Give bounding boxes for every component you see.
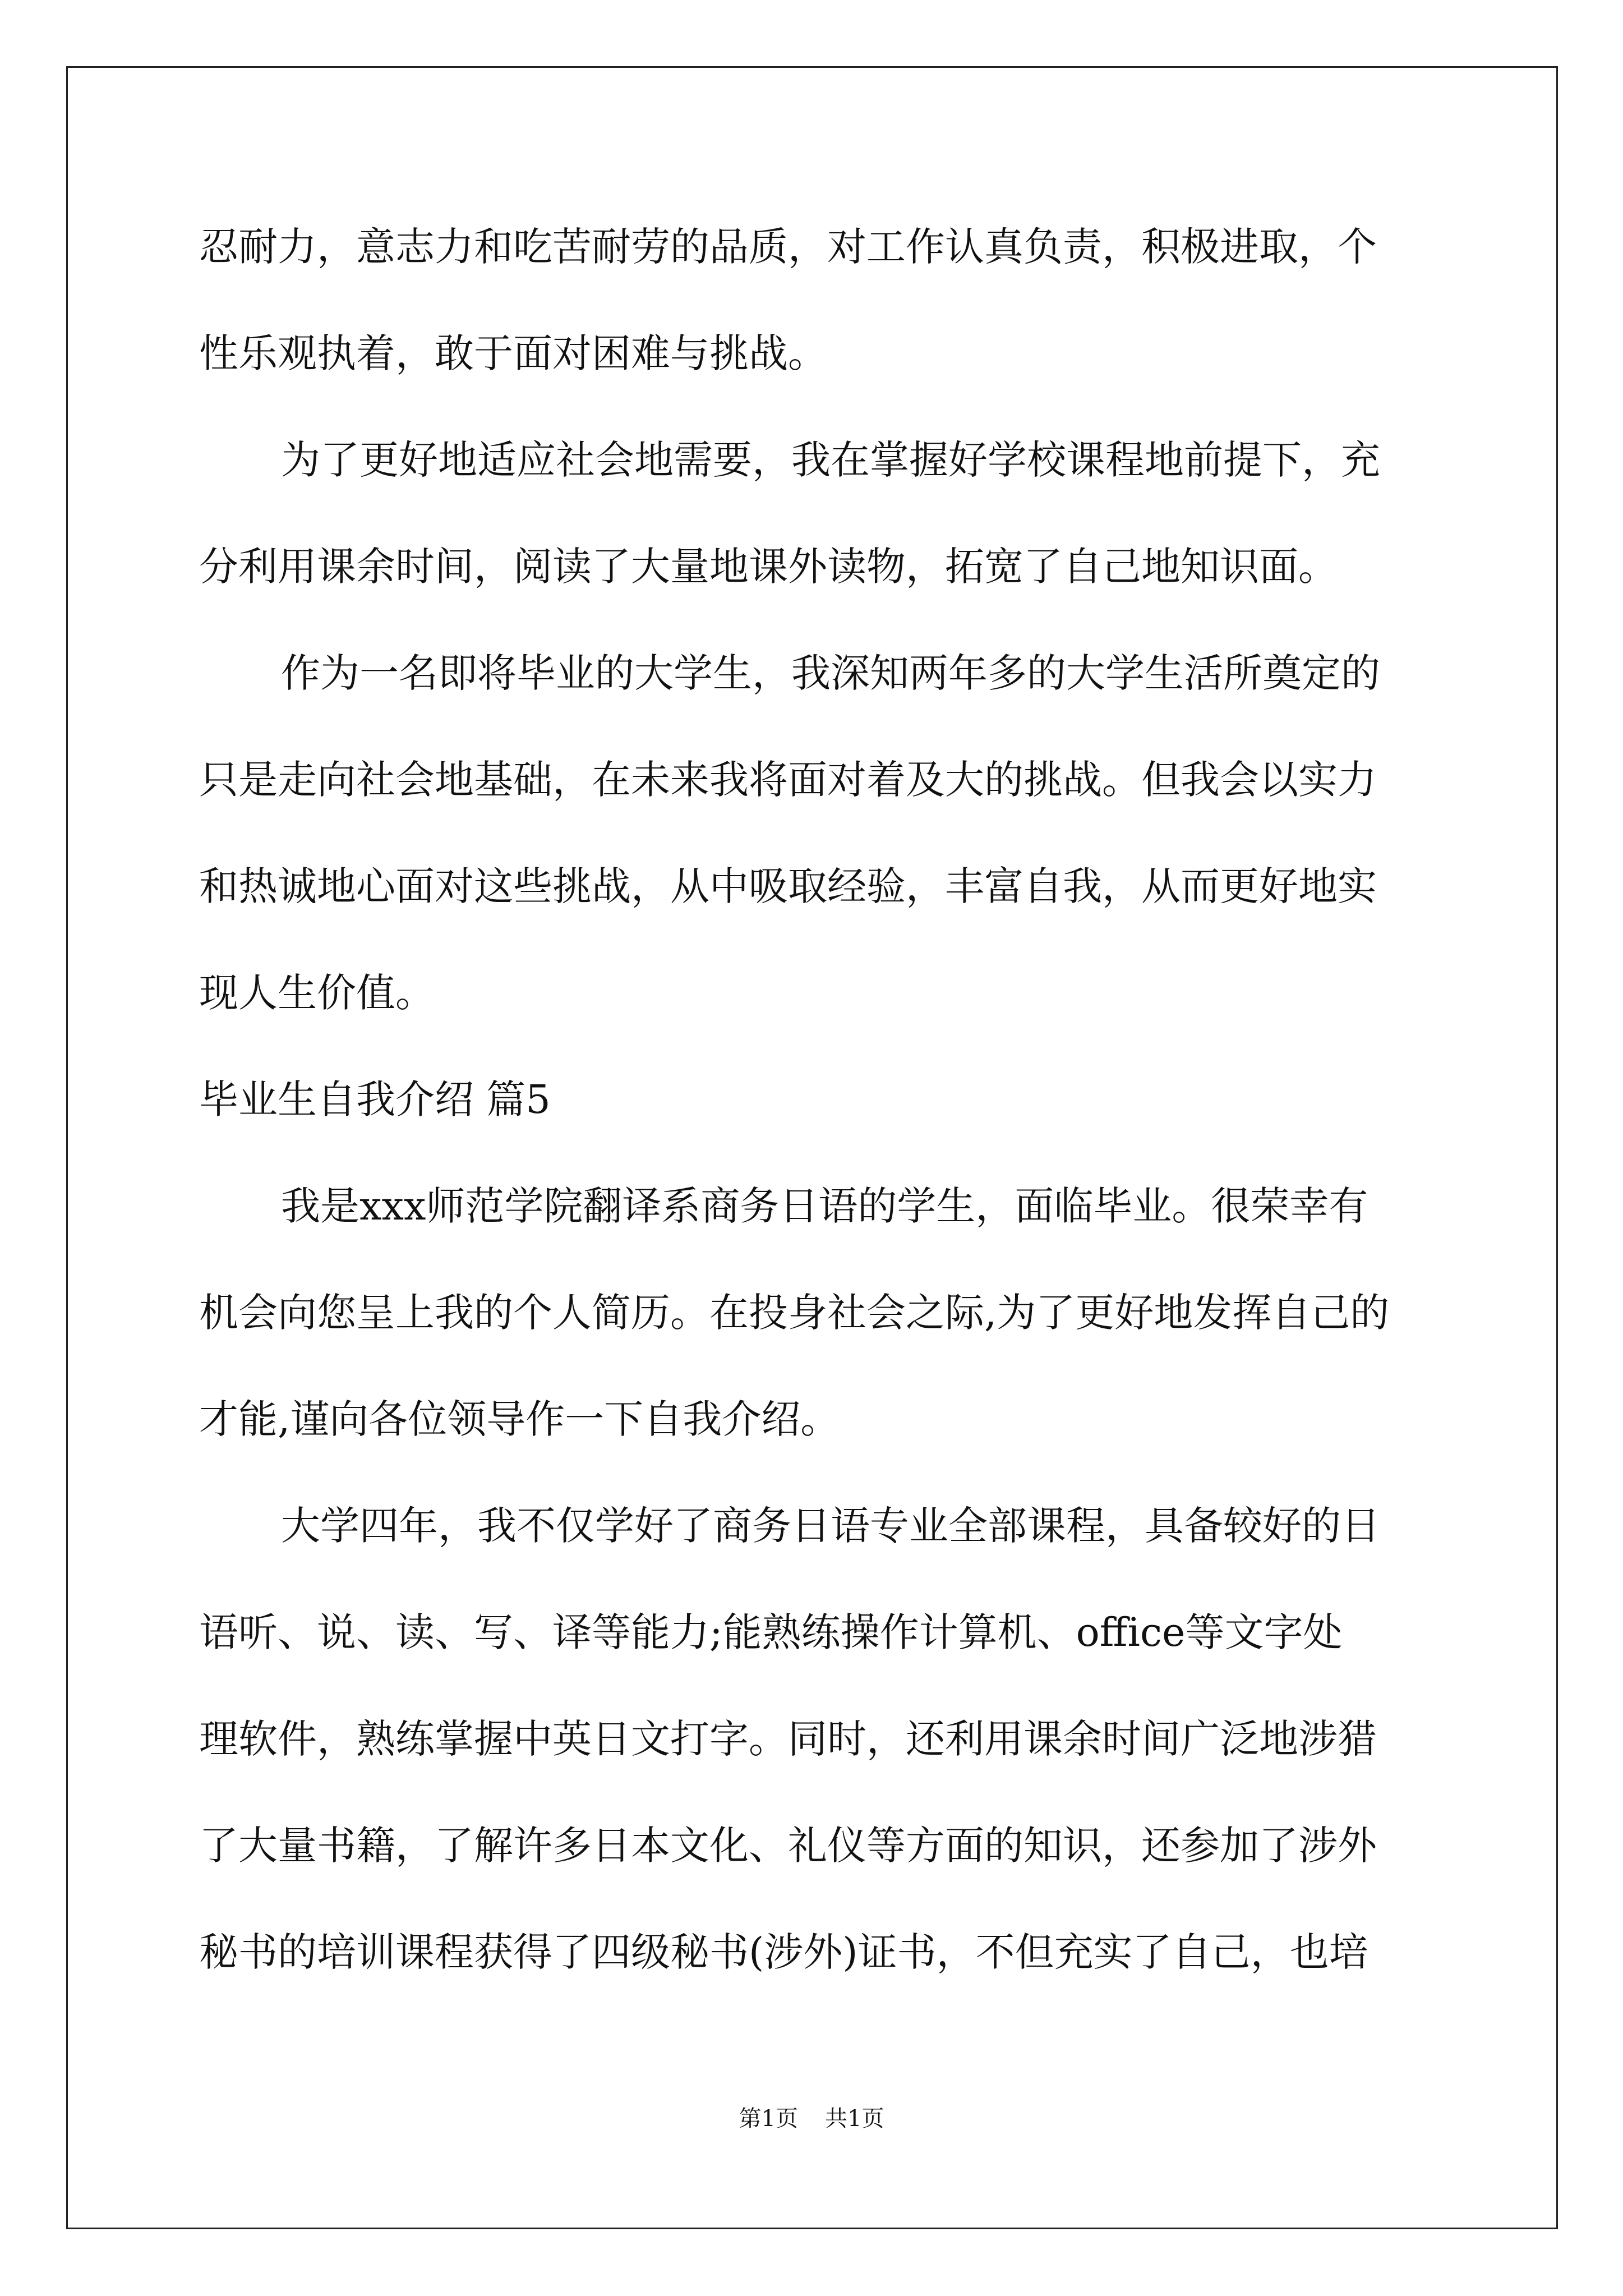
paragraph-line: 大学四年，我不仅学好了商务日语专业全部课程，具备较好的日 <box>281 1503 1380 1549</box>
paragraph-line: 了大量书籍，了解许多日本文化、礼仪等方面的知识，还参加了涉外 <box>199 1823 1377 1869</box>
page-footer <box>0 2101 1623 2133</box>
paragraph-line: 语听、说、读、写、译等能力;能熟练操作计算机、office等文字处 <box>199 1609 1343 1655</box>
paragraph-line: 我是xxx师范学院翻译系商务日语的学生，面临毕业。很荣幸有 <box>281 1183 1368 1229</box>
paragraph-line: 才能,谨向各位领导作一下自我介绍。 <box>199 1396 840 1442</box>
paragraph-line: 现人生价值。 <box>199 970 435 1016</box>
paragraph-line: 忍耐力，意志力和吃苦耐劳的品质，对工作认真负责，积极进取，个 <box>199 224 1377 270</box>
paragraph-line: 性乐观执着，敢于面对困难与挑战。 <box>199 330 827 376</box>
paragraph-line: 作为一名即将毕业的大学生，我深知两年多的大学生活所奠定的 <box>281 650 1380 696</box>
paragraph-line: 秘书的培训课程获得了四级秘书(涉外)证书，不但充实了自己，也培 <box>199 1929 1368 1975</box>
section-heading: 毕业生自我介绍 篇5 <box>199 1076 551 1122</box>
paragraph-line: 机会向您呈上我的个人简历。在投身社会之际,为了更好地发挥自己的 <box>199 1290 1390 1336</box>
page-total: 共1页 <box>825 2106 884 2132</box>
paragraph-line: 理软件，熟练掌握中英日文打字。同时，还利用课余时间广泛地涉猎 <box>199 1716 1377 1762</box>
paragraph-line: 分利用课余时间，阅读了大量地课外读物，拓宽了自己地知识面。 <box>199 544 1338 590</box>
page-number: 第1页 <box>739 2106 798 2132</box>
paragraph-line: 和热诚地心面对这些挑战，从中吸取经验，丰富自我，从而更好地实 <box>199 863 1377 909</box>
document-body <box>199 194 1422 2005</box>
paragraph-line: 只是走向社会地基础，在未来我将面对着及大的挑战。但我会以实力 <box>199 757 1377 803</box>
paragraph-line: 为了更好地适应社会地需要，我在掌握好学校课程地前提下，充 <box>281 437 1380 483</box>
